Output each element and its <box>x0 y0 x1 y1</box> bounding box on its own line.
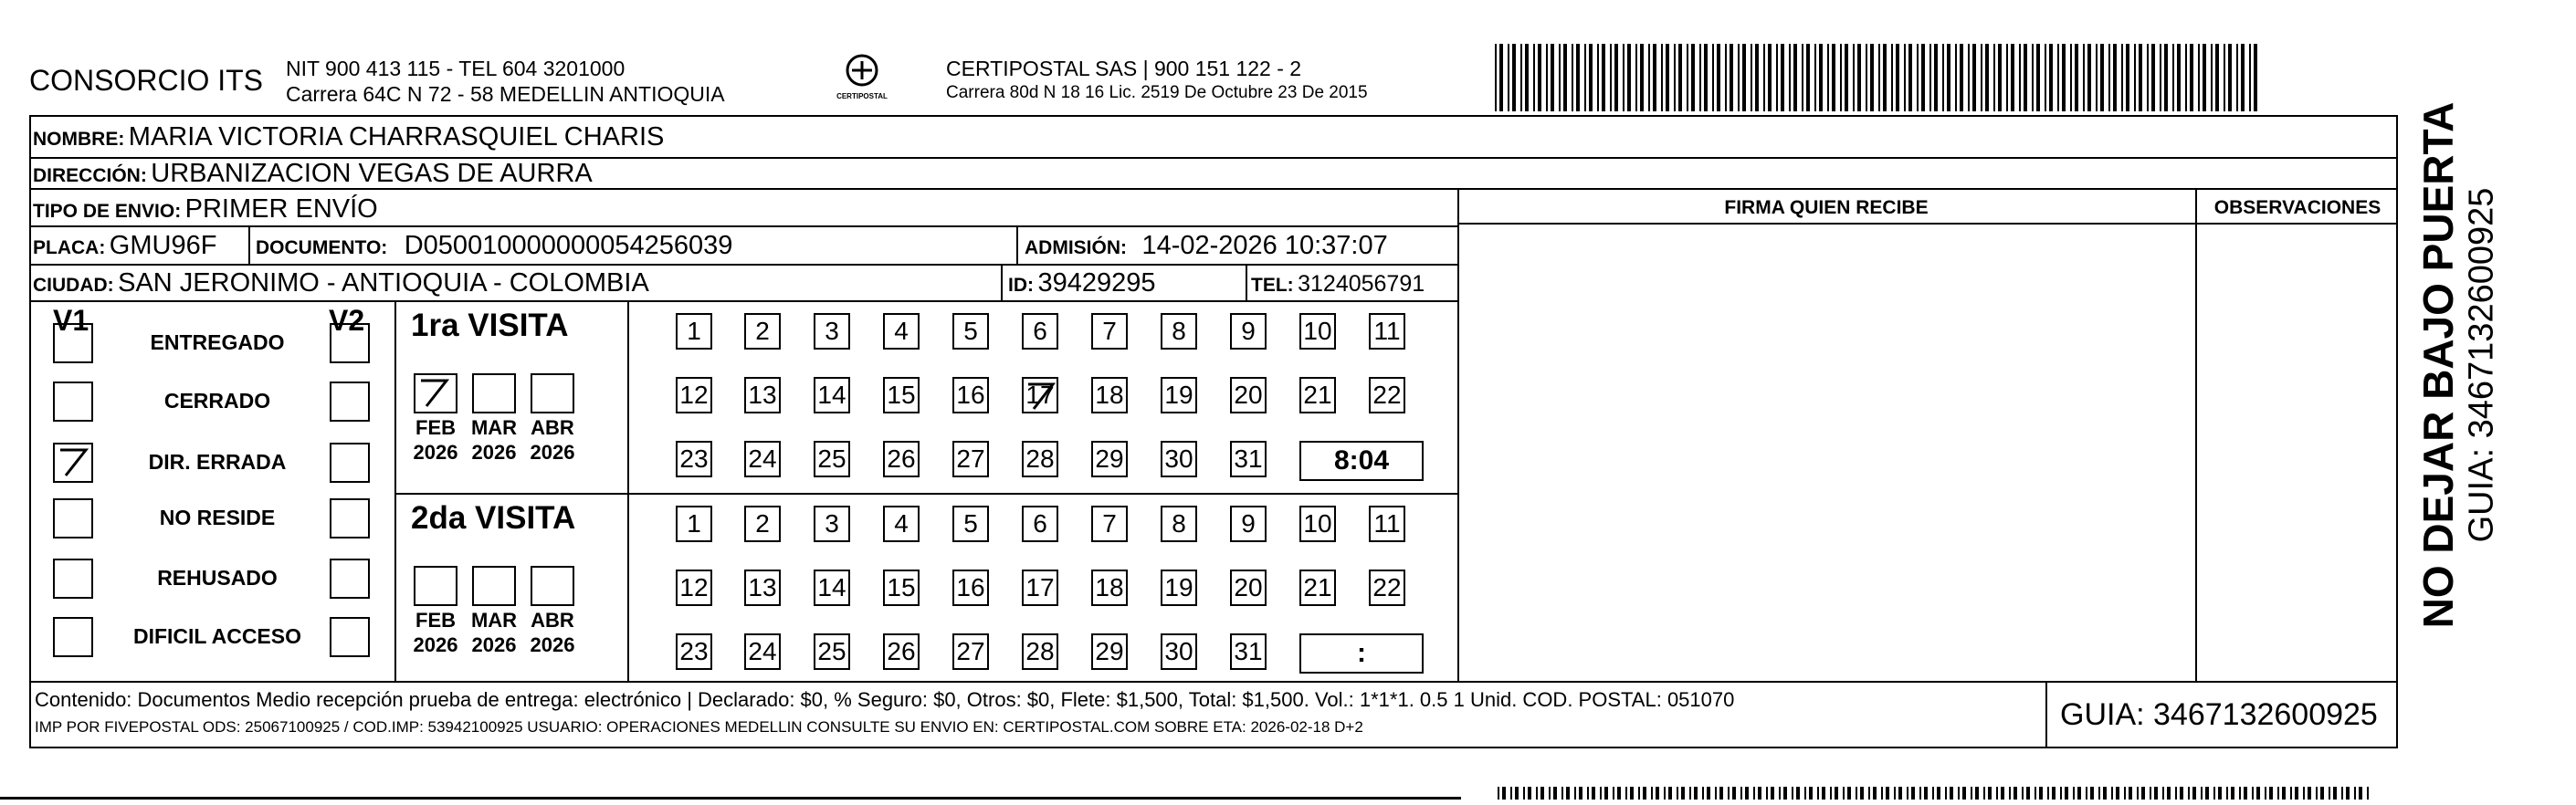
placa-row <box>33 231 216 261</box>
v2-checkbox[interactable] <box>330 382 370 422</box>
day-box[interactable]: 3 <box>814 506 850 542</box>
company-nit: NIT 900 413 115 - TEL 604 3201000 <box>286 57 626 80</box>
v2-checkbox[interactable] <box>330 559 370 599</box>
carrier-name: CERTIPOSTAL SAS | 900 151 122 - 2 <box>946 57 1302 80</box>
status-option-label: CERRADO <box>163 389 271 413</box>
day-box[interactable]: 3 <box>814 313 850 350</box>
day-box[interactable]: 21 <box>1299 377 1336 413</box>
day-box[interactable]: 22 <box>1369 377 1405 413</box>
day-box[interactable]: 6 <box>1022 313 1058 350</box>
documento-value: D050010000000054256039 <box>404 231 733 260</box>
day-box[interactable]: 1 <box>676 313 712 350</box>
barcode <box>1495 44 2258 111</box>
direccion-label: DIRECCIÓN: <box>33 165 147 186</box>
admision-value: 14-02-2026 10:37:07 <box>1141 231 1388 260</box>
month-label: FEB 2026 <box>413 416 458 464</box>
day-box[interactable]: 1 <box>676 506 712 542</box>
day-box[interactable]: 18 <box>1091 570 1128 606</box>
id-row <box>1008 268 1155 298</box>
day-box[interactable]: 4 <box>883 313 920 350</box>
month-label: MAR 2026 <box>470 609 518 656</box>
day-box[interactable]: 13 <box>744 377 781 413</box>
day-box[interactable]: 28 <box>1022 633 1058 670</box>
status-option-label: DIFICIL ACCESO <box>132 624 301 648</box>
company-address: Carrera 64C N 72 - 58 MEDELLIN ANTIOQUIA <box>286 82 725 106</box>
v1-checkbox[interactable] <box>53 443 93 483</box>
month-checkbox[interactable] <box>472 373 516 413</box>
day-box[interactable]: 6 <box>1022 506 1058 542</box>
month-checkbox[interactable] <box>414 373 457 413</box>
nombre-label: NOMBRE: <box>33 129 125 150</box>
ciudad-value: SAN JERONIMO - ANTIOQUIA - COLOMBIA <box>118 268 649 298</box>
day-box[interactable]: 2 <box>744 313 781 350</box>
v1-checkbox[interactable] <box>53 559 93 599</box>
nombre-row <box>33 122 664 152</box>
footer-guia: GUIA: 3467132600925 <box>2060 697 2378 732</box>
month-checkbox[interactable] <box>531 566 574 606</box>
certipostal-logo <box>833 53 891 100</box>
observaciones-header: OBSERVACIONES <box>2213 197 2381 218</box>
day-box[interactable]: 31 <box>1230 633 1267 670</box>
v1-checkbox[interactable] <box>53 323 93 363</box>
day-box[interactable]: 25 <box>814 441 850 477</box>
tel-row <box>1251 271 1425 298</box>
status-option-label: ENTREGADO <box>150 330 285 354</box>
day-box[interactable]: 27 <box>952 441 989 477</box>
placa-label: PLACA: <box>33 237 106 258</box>
placa-value: GMU96F <box>109 231 217 260</box>
v1-checkbox[interactable] <box>53 617 93 657</box>
day-box[interactable]: 20 <box>1230 570 1267 606</box>
status-option-label: NO RESIDE <box>159 506 276 529</box>
day-box[interactable]: 7 <box>1091 506 1128 542</box>
day-box[interactable]: 21 <box>1299 570 1336 606</box>
id-label: ID: <box>1008 275 1034 296</box>
month-label: ABR 2026 <box>530 609 575 656</box>
id-value: 39429295 <box>1037 268 1156 298</box>
day-box[interactable]: 19 <box>1161 570 1197 606</box>
day-box[interactable]: 8 <box>1161 506 1197 542</box>
day-box[interactable]: 27 <box>952 633 989 670</box>
side-warning: NO DEJAR BAJO PUERTA <box>2414 101 2462 629</box>
month-checkbox[interactable] <box>531 373 574 413</box>
tipo-value: PRIMER ENVÍO <box>184 194 378 224</box>
day-box[interactable]: 28 <box>1022 441 1058 477</box>
tipo-label: TIPO DE ENVIO: <box>33 201 182 222</box>
day-box[interactable]: 30 <box>1161 633 1197 670</box>
day-box[interactable]: 15 <box>883 570 920 606</box>
documento-label: DOCUMENTO: <box>256 237 388 258</box>
day-box[interactable]: 25 <box>814 633 850 670</box>
direccion-row <box>33 159 593 189</box>
side-guia: GUIA: 3467132600925 <box>2462 187 2501 543</box>
day-box[interactable]: 9 <box>1230 313 1267 350</box>
bottom-barcode <box>1498 787 2374 800</box>
carrier-address: Carrera 80d N 18 16 Lic. 2519 De Octubre 23 De 2015 <box>946 83 1368 102</box>
day-box[interactable]: 23 <box>676 633 712 670</box>
logo-text: CERTIPOSTAL <box>836 92 888 100</box>
ciudad-label: CIUDAD: <box>33 275 114 296</box>
day-box[interactable]: 12 <box>676 570 712 606</box>
company-name: CONSORCIO ITS <box>29 64 264 97</box>
nombre-value: MARIA VICTORIA CHARRASQUIEL CHARIS <box>128 122 665 152</box>
time-box[interactable]: 8:04 <box>1299 441 1424 481</box>
day-box[interactable]: 10 <box>1299 313 1336 350</box>
ciudad-row <box>33 268 649 298</box>
day-box[interactable]: 17 <box>1022 570 1058 606</box>
footer-impresion: IMP POR FIVEPOSTAL ODS: 25067100925 / COD.IMP: 53942100925 USUARIO: OPERACIONES MEDELLIN CONSULTE SU ENVIO EN: CERTIPOSTAL.COM SOBRE ETA: 2026-02-18 D+2 <box>35 718 1363 736</box>
day-box[interactable]: 17 <box>1022 377 1058 413</box>
v1-checkbox[interactable] <box>53 382 93 422</box>
admision-label: ADMISIÓN: <box>1025 237 1127 258</box>
month-label: ABR 2026 <box>530 416 575 464</box>
status-option-label: DIR. ERRADA <box>148 450 287 474</box>
day-box[interactable]: 4 <box>883 506 920 542</box>
day-box[interactable]: 20 <box>1230 377 1267 413</box>
day-box[interactable]: 11 <box>1369 313 1405 350</box>
day-box[interactable]: 24 <box>744 633 781 670</box>
firma-header: FIRMA QUIEN RECIBE <box>1724 197 1929 218</box>
day-box[interactable]: 9 <box>1230 506 1267 542</box>
day-box[interactable]: 12 <box>676 377 712 413</box>
day-box[interactable]: 19 <box>1161 377 1197 413</box>
day-box[interactable]: 13 <box>744 570 781 606</box>
v2-checkbox[interactable] <box>330 498 370 538</box>
v2-checkbox[interactable] <box>330 323 370 363</box>
tel-value: 3124056791 <box>1298 271 1425 297</box>
day-box[interactable]: 14 <box>814 377 850 413</box>
v1-label: V1 <box>53 304 89 337</box>
day-box[interactable]: 14 <box>814 570 850 606</box>
v2-checkbox[interactable] <box>330 443 370 483</box>
direccion-value: URBANIZACION VEGAS DE AURRA <box>151 159 593 188</box>
day-box[interactable]: 5 <box>952 313 989 350</box>
day-box[interactable]: 18 <box>1091 377 1128 413</box>
v2-checkbox[interactable] <box>330 617 370 657</box>
day-box[interactable]: 15 <box>883 377 920 413</box>
documento-row <box>256 231 732 261</box>
day-box[interactable]: 16 <box>952 570 989 606</box>
day-box[interactable]: 8 <box>1161 313 1197 350</box>
status-option-label: REHUSADO <box>157 566 278 590</box>
admision-row <box>1025 231 1388 261</box>
month-label: FEB 2026 <box>413 609 458 656</box>
day-box[interactable]: 31 <box>1230 441 1267 477</box>
day-box[interactable]: 22 <box>1369 570 1405 606</box>
day-box[interactable]: 30 <box>1161 441 1197 477</box>
bottom-edge-line <box>0 797 1461 800</box>
tipo-row <box>33 194 378 225</box>
day-box[interactable]: 2 <box>744 506 781 542</box>
v2-label: V2 <box>329 304 365 337</box>
day-box[interactable]: 5 <box>952 506 989 542</box>
month-label: MAR 2026 <box>470 416 518 464</box>
day-box[interactable]: 24 <box>744 441 781 477</box>
month-checkbox[interactable] <box>414 566 457 606</box>
day-box[interactable]: 10 <box>1299 506 1336 542</box>
day-box[interactable]: 23 <box>676 441 712 477</box>
day-box[interactable]: 26 <box>883 441 920 477</box>
v1-checkbox[interactable] <box>53 498 93 538</box>
day-box[interactable]: 29 <box>1091 633 1128 670</box>
month-checkbox[interactable] <box>472 566 516 606</box>
day-box[interactable]: 7 <box>1091 313 1128 350</box>
time-box[interactable]: : <box>1299 633 1424 674</box>
visit-title: 1ra VISITA <box>411 308 569 343</box>
day-box[interactable]: 11 <box>1369 506 1405 542</box>
footer-contenido: Contenido: Documentos Medio recepción prueba de entrega: electrónico | Declarado: $0, % Seguro: $0, Otros: $0, Flete: $1,500, Total: $1,500. Vol.: 1*1*1. 0.5 1 Unid. COD. POSTAL: 051070 <box>35 688 1735 711</box>
day-box[interactable]: 26 <box>883 633 920 670</box>
tel-label: TEL: <box>1251 275 1294 296</box>
visit-title: 2da VISITA <box>411 500 576 536</box>
day-box[interactable]: 29 <box>1091 441 1128 477</box>
day-box[interactable]: 16 <box>952 377 989 413</box>
